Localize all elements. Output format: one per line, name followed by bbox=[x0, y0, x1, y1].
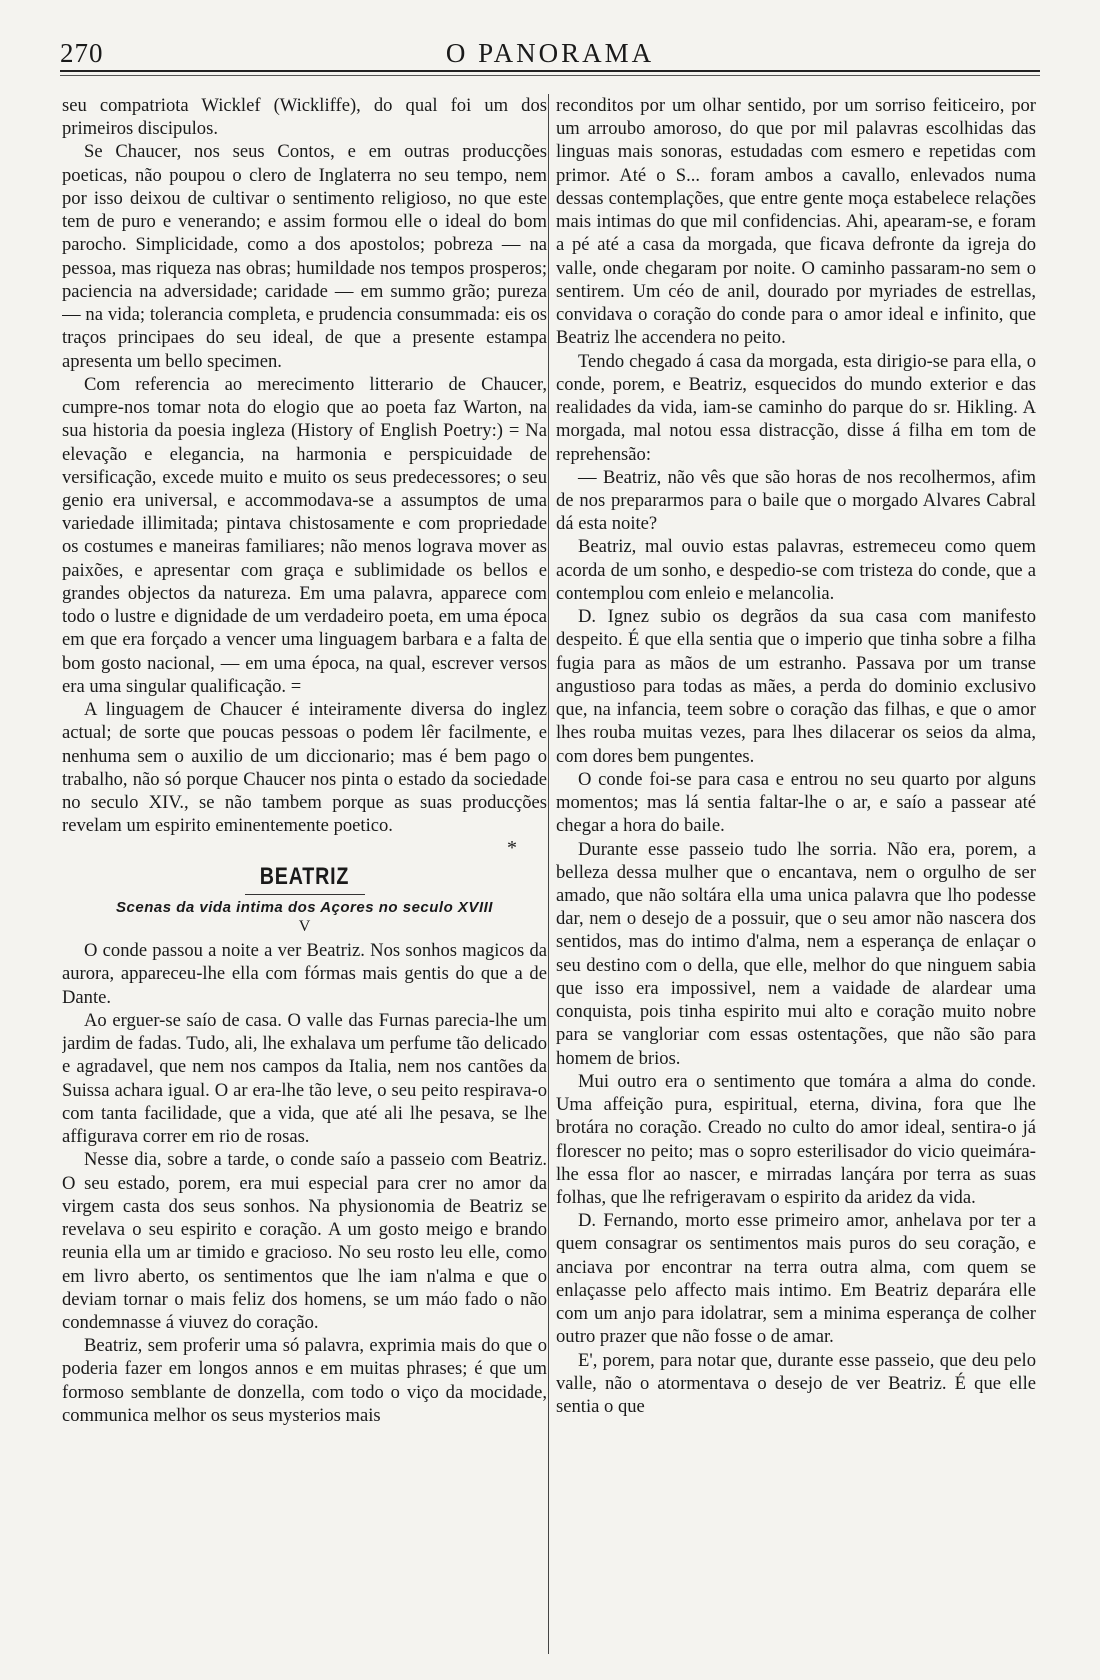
right-column bbox=[556, 94, 1036, 1664]
paragraph: Se Chaucer, nos seus Contos, e em outras producções poeticas, não poupou o clero de Inglaterra no seu tempo, nem por isso deixou de cultivar o sentimento religioso, no que este tem de puro e venerando; e assim formou elle o ideal do bom parocho. Simplicidade, como a dos apostolos; pobreza — na pessoa, mas riqueza nas obras; humildade nos tempos prosperos; paciencia na adversidade; caridade — em summo grão; pureza — na vida; tolerancia completa, e prudencia consummada: eis os traços principaes do seu ideal, de que a presente estampa apresenta um bello specimen. bbox=[62, 141, 547, 372]
header-rule bbox=[60, 70, 1040, 72]
paragraph: seu compatriota Wicklef (Wickliffe), do qual foi um dos primeiros discipulos. bbox=[62, 95, 547, 140]
paragraph: O conde foi-se para casa e entrou no seu quarto por alguns momentos; mas lá sentia faltar-lhe o ar, e saío a passear até chegar a hora do baile. bbox=[556, 768, 1036, 837]
paragraph: reconditos por um olhar sentido, por um sorriso feiticeiro, por um arroubo amoroso, do que por mil palavras escolhidas das linguas mais sonoras, estudadas com esmero e repetidas com primor. Até o S... foram ambos a cavallo, enlevados numa dessas contemplações, que entre gente moça estabelece relações mais intimas do que mil confidencias. Ahi, apearam-se, e foram a pé até a casa da morgada, que ficava defronte da igreja do valle, onde chegaram por noite. O caminho passaram-no sem o sentirem. Um céo de anil, dourado por myriades de estrellas, convidava o coração do conde para o amor ideal e infinito, que Beatriz lhe accendera no peito. bbox=[556, 95, 1036, 349]
paragraph: Mui outro era o sentimento que tomára a alma do conde. Uma affeição pura, espiritual, eterna, divina, fora que lhe brotára no coração. Creado no culto do amor ideal, sentira-o já florescer no peito; mas o sopro esterilisador do vicio queimára-lhe essa flor ao nascer, e mirradas lançára por terra as suas folhas, que lhe refrigeravam o espirito da aridez da vida. bbox=[556, 1070, 1036, 1209]
paragraph: Tendo chegado á casa da morgada, esta dirigio-se para ella, o conde, porem, e Beatriz, esquecidos do mundo exterior e das realidades da vida, iam-se caminho do parque do sr. Hikling. A morgada, mal notou essa distracção, disse á filha em tom de reprehensão: bbox=[556, 350, 1036, 465]
page-number: 270 bbox=[60, 38, 104, 68]
paragraph: A linguagem de Chaucer é inteiramente diversa do inglez actual; de sorte que poucas pessoas o podem lêr facilmente, e nenhuma sem o auxilio de um diccionario; mas é bem pago o trabalho, não só porque Chaucer nos pinta o estado da sociedade no seculo XIV., se não tambem porque as suas producções revelam um espirito eminentemente poetico. bbox=[62, 699, 547, 837]
page-header bbox=[60, 38, 1040, 68]
paragraph: Nesse dia, sobre a tarde, o conde saío a passeio com Beatriz. O seu estado, porem, era mui especial para crer no amor da virgem casta dos seus sonhos. Na physionomia de Beatriz se revelava o seu espirito e coração. A um gosto meigo e brando reunia ella um ar timido e gracioso. No seu rosto leu elle, como em livro aberto, os sentimentos que lhe iam n'alma e que o deviam tornar o mais feliz dos homens, se um máo fado o não condemnasse á viuvez do coração. bbox=[62, 1149, 547, 1333]
paragraph: Beatriz, sem proferir uma só palavra, exprimia mais do que o poderia fazer em longos annos e em muitas phrases; é que um formoso semblante de donzella, com todo o viço da mocidade, communica melhor os seus mysterios mais bbox=[62, 1335, 547, 1426]
paragraph: Beatriz, mal ouvio estas palavras, estremeceu como quem acorda de um sonho, e despedio-se com tristeza do conde, que a contemplou com enleio e melancolia. bbox=[556, 536, 1036, 604]
paragraph: Durante esse passeio tudo lhe sorria. Não era, porem, a belleza dessa mulher que o encantava, nem o orgulho de ser amado, que não soltára ella uma unica palavra que lho podesse dar, nem o desejo de a possuir, que o seu amor não nascera dos sentidos, mas do intimo d'alma, nem a esperança de enlaçar o seu destino com o della, que elle, melhor do que ninguem sabia que isso era impossivel, nem a vaidade de alardear uma conquista, pois tinha espirito mui alto e coração muito nobre para se vangloriar com essas ostentações, que não são para homem de brios. bbox=[556, 838, 1036, 1069]
section-title: BEATRIZ bbox=[259, 862, 350, 890]
paragraph: E', porem, para notar que, durante esse passeio, que deu pelo valle, não o atormentava o desejo de ver Beatriz. É que elle sentia o que bbox=[556, 1349, 1036, 1418]
title-rule bbox=[245, 894, 365, 895]
paragraph: D. Fernando, morto esse primeiro amor, anhelava por ter a quem consagrar os sentimentos mais puros do seu coração, e anciava por encontrar na terra outra alma, com quem se enlaçasse pelo affecto mais intimo. Em Beatriz deparára elle com um anjo para idolatrar, sem a minima esperança de colher outro prazer que não fosse o de amar. bbox=[556, 1210, 1036, 1348]
left-column bbox=[62, 94, 547, 1664]
header-rule-thin bbox=[60, 75, 1040, 76]
chapter-number: V bbox=[298, 918, 311, 936]
paragraph: — Beatriz, não vês que são horas de nos recolhermos, afim de nos prepararmos para o baile que o morgado Alvares Cabral dá esta noite? bbox=[556, 466, 1036, 535]
running-title: O PANORAMA bbox=[445, 38, 655, 68]
section-subtitle: Scenas da vida intima dos Açores no seculo XVIII bbox=[116, 898, 493, 916]
end-mark: * bbox=[507, 836, 517, 859]
paragraph: D. Ignez subio os degrãos da sua casa com manifesto despeito. É que ella sentia que o imperio que tinha sobre a filha fugia para as mãos de um estranho. Passava por um transe angustioso para todas as mães, a perda do dominio exclusivo que, na infancia, teem sobre o coração das filhas, e que o amor lhes rouba muitas vezes, para lhes dilacerar os seios da alma, com dores bem pungentes. bbox=[556, 606, 1036, 767]
paragraph: O conde passou a noite a ver Beatriz. Nos sonhos magicos da aurora, appareceu-lhe ella com fórmas mais gentis do que a de Dante. bbox=[62, 940, 547, 1008]
paragraph: Ao erguer-se saío de casa. O valle das Furnas parecia-lhe um jardim de fadas. Tudo, ali, lhe exhalava um perfume tão delicado e agradavel, que nem nos campos da Italia, nem nos cantões da Suissa achara igual. O ar era-lhe tão leve, o seu peito respirava-o com tanta facilidade, que a vida, que até ali lhe pesava, se lhe affigurava correr em rio de rosas. bbox=[62, 1009, 547, 1148]
paragraph: Com referencia ao merecimento litterario de Chaucer, cumpre-nos tomar nota do elogio que ao poeta faz Warton, na sua historia da poesia ingleza (History of English Poetry:) = Na elevação e elegancia, na harmonia e perspicuidade de versificação, excede muito e muito os seus predecessores; o seu genio era universal, e accommodava-se a assumptos de uma variedade illimitada; pintava chistosamente e com propriedade os costumes e maneiras familiares; não menos lograva mover as paixões, e apresentar com graça e sublimidade os bellos e grandes objectos da natureza. Em uma palavra, apparece com todo o lustre e dignidade de um verdadeiro poeta, em uma época em que era forçado a vencer uma linguagem barbara e a falta de bom gosto nacional, — em uma época, na qual, escrever versos era uma singular qualificação. = bbox=[62, 373, 547, 697]
column-divider bbox=[548, 94, 549, 1654]
